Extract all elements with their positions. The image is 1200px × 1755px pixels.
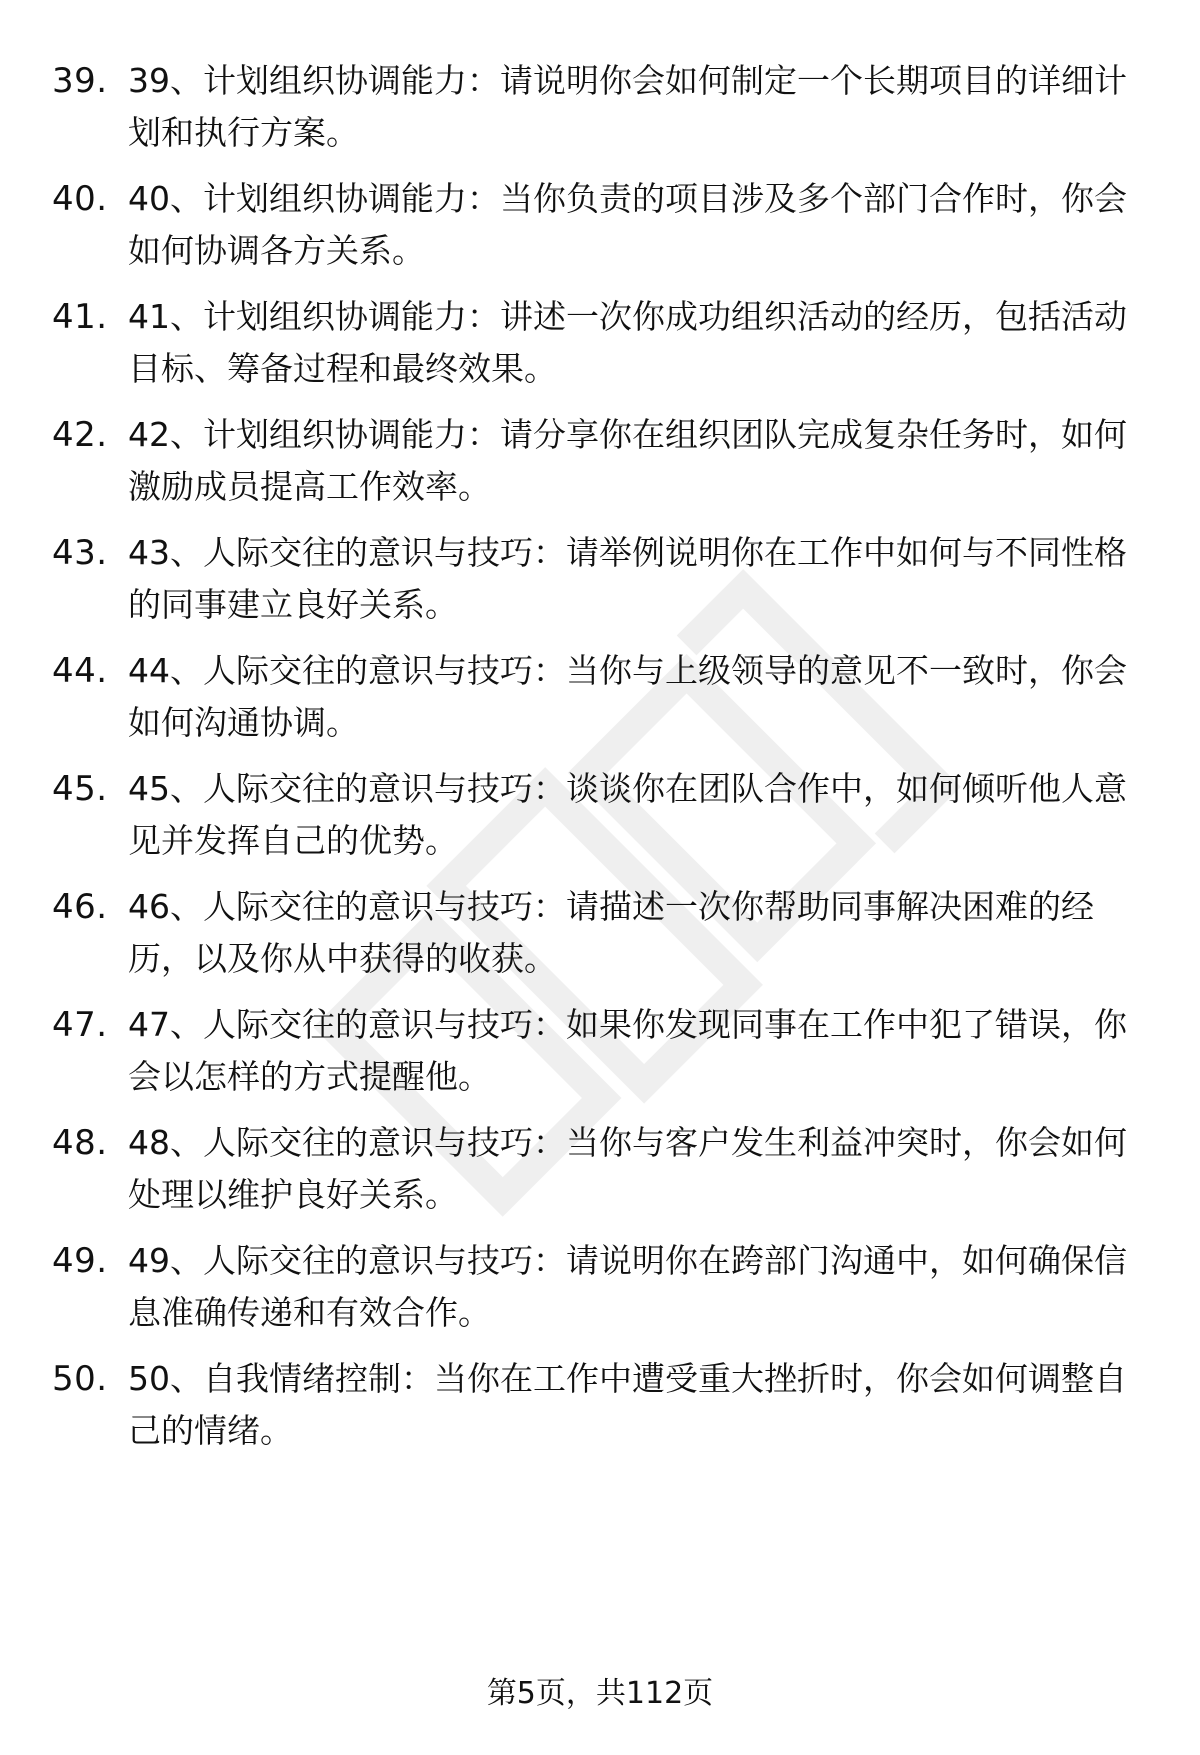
question-text: 41、计划组织协调能力：讲述一次你成功组织活动的经历，包括活动目标、筹备过程和最终效果。 <box>128 297 1127 388</box>
question-text: 42、计划组织协调能力：请分享你在组织团队完成复杂任务时，如何激励成员提高工作效率。 <box>128 415 1127 506</box>
question-item-39 <box>0 55 1200 165</box>
question-number: 43. <box>52 533 108 573</box>
question-number: 47. <box>52 1005 108 1045</box>
question-item-40 <box>0 173 1200 283</box>
question-item-50 <box>0 1353 1200 1463</box>
question-item-46 <box>0 881 1200 991</box>
question-item-42 <box>0 409 1200 519</box>
question-number: 44. <box>52 651 108 691</box>
question-item-48 <box>0 1117 1200 1227</box>
question-item-47 <box>0 999 1200 1109</box>
question-number: 49. <box>52 1241 108 1281</box>
question-text: 49、人际交往的意识与技巧：请说明你在跨部门沟通中，如何确保信息准确传递和有效合作。 <box>128 1241 1127 1332</box>
question-text: 39、计划组织协调能力：请说明你会如何制定一个长期项目的详细计划和执行方案。 <box>128 61 1127 152</box>
question-number: 50. <box>52 1359 108 1399</box>
question-item-49 <box>0 1235 1200 1345</box>
question-text: 44、人际交往的意识与技巧：当你与上级领导的意见不一致时，你会如何沟通协调。 <box>128 651 1127 742</box>
question-number: 45. <box>52 769 108 809</box>
question-text: 50、自我情绪控制：当你在工作中遭受重大挫折时，你会如何调整自己的情绪。 <box>128 1359 1127 1450</box>
page-footer: 第5页，共112页 <box>486 1676 714 1711</box>
question-number: 42. <box>52 415 108 455</box>
question-text: 48、人际交往的意识与技巧：当你与客户发生利益冲突时，你会如何处理以维护良好关系。 <box>128 1123 1127 1214</box>
question-text: 40、计划组织协调能力：当你负责的项目涉及多个部门合作时，你会如何协调各方关系。 <box>128 179 1127 270</box>
question-number: 46. <box>52 887 108 927</box>
question-text: 47、人际交往的意识与技巧：如果你发现同事在工作中犯了错误，你会以怎样的方式提醒他。 <box>128 1005 1127 1096</box>
question-item-44 <box>0 645 1200 755</box>
question-text: 43、人际交往的意识与技巧：请举例说明你在工作中如何与不同性格的同事建立良好关系。 <box>128 533 1127 624</box>
question-text: 46、人际交往的意识与技巧：请描述一次你帮助同事解决困难的经历，以及你从中获得的收获。 <box>128 887 1094 978</box>
question-text: 45、人际交往的意识与技巧：谈谈你在团队合作中，如何倾听他人意见并发挥自己的优势。 <box>128 769 1127 860</box>
question-number: 39. <box>52 61 108 101</box>
question-number: 40. <box>52 179 108 219</box>
question-number: 48. <box>52 1123 108 1163</box>
question-item-41 <box>0 291 1200 401</box>
question-item-43 <box>0 527 1200 637</box>
question-number: 41. <box>52 297 108 337</box>
question-item-45 <box>0 763 1200 873</box>
